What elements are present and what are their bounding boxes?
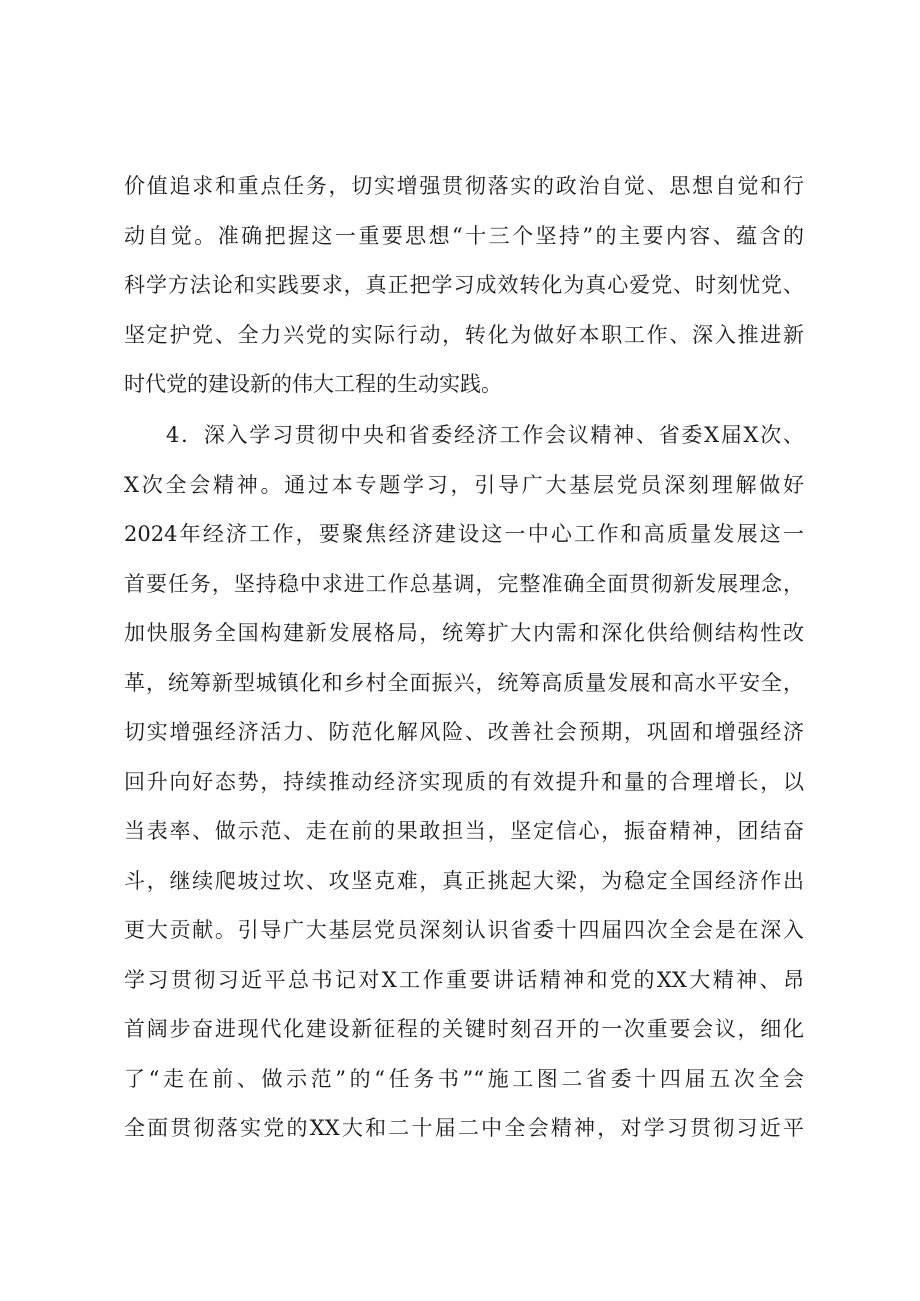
text-line: 学习贯彻习近平总书记对X工作重要讲话精神和党的XX大精神、昂 (124, 967, 804, 992)
text-line: 动自觉。准确把握这一重要思想“十三个坚持”的主要内容、蕴含的 (124, 223, 804, 248)
text-line: 斗，继续爬坡过坎、攻坚克难，真正挑起大梁，为稳定全国经济作出 (124, 868, 804, 893)
text-line: 时代党的建设新的伟大工程的生动实践。 (124, 372, 502, 396)
text-line: 革，统筹新型城镇化和乡村全面振兴，统筹高质量发展和高水平安全， (124, 670, 804, 695)
text-line: 科学方法论和实践要求，真正把学习成效转化为真心爱党、时刻忧党、 (124, 273, 804, 297)
text-line: 价值追求和重点任务，切实增强贯彻落实的政治自觉、思想自觉和行 (124, 174, 804, 198)
text-line: 4．深入学习贯彻中央和省委经济工作会议精神、省委X届X次、 (166, 423, 804, 447)
paragraph-continuation (124, 162, 804, 410)
text-line: 坚定护党、全力兴党的实际行动，转化为做好本职工作、深入推进新 (124, 322, 804, 347)
text-line: 更大贡献。引导广大基层党员深刻认识省委十四届四次全会是在深入 (124, 918, 804, 942)
text-line: 首阔步奋进现代化建设新征程的关键时刻召开的一次重要会议，细化 (124, 1017, 804, 1041)
text-line: 加快服务全国构建新发展格局，统筹扩大内需和深化供给侧结构性改 (124, 621, 804, 645)
text-line: X次全会精神。通过本专题学习，引导广大基层党员深刻理解做好 (124, 472, 804, 497)
text-line: 了“走在前、做示范”的“任务书”“施工图二省委十四届五次全会 (124, 1066, 804, 1091)
text-line: 首要任务，坚持稳中求进工作总基调，完整准确全面贯彻新发展理念， (124, 571, 804, 596)
text-line: 切实增强经济活力、防范化解风险、改善社会预期，巩固和增强经济 (124, 720, 804, 744)
text-line: 当表率、做示范、走在前的果敢担当，坚定信心，振奋精神，团结奋 (124, 819, 804, 843)
paragraph-item-4 (124, 411, 804, 1154)
text-line: 回升向好态势，持续推动经济实现质的有效提升和量的合理增长，以 (124, 769, 804, 794)
text-line: 全面贯彻落实党的XX大和二十届二中全会精神，对学习贯彻习近平 (124, 1116, 804, 1140)
text-line: 2024年经济工作，要聚焦经济建设这一中心工作和高质量发展这一 (124, 522, 804, 546)
